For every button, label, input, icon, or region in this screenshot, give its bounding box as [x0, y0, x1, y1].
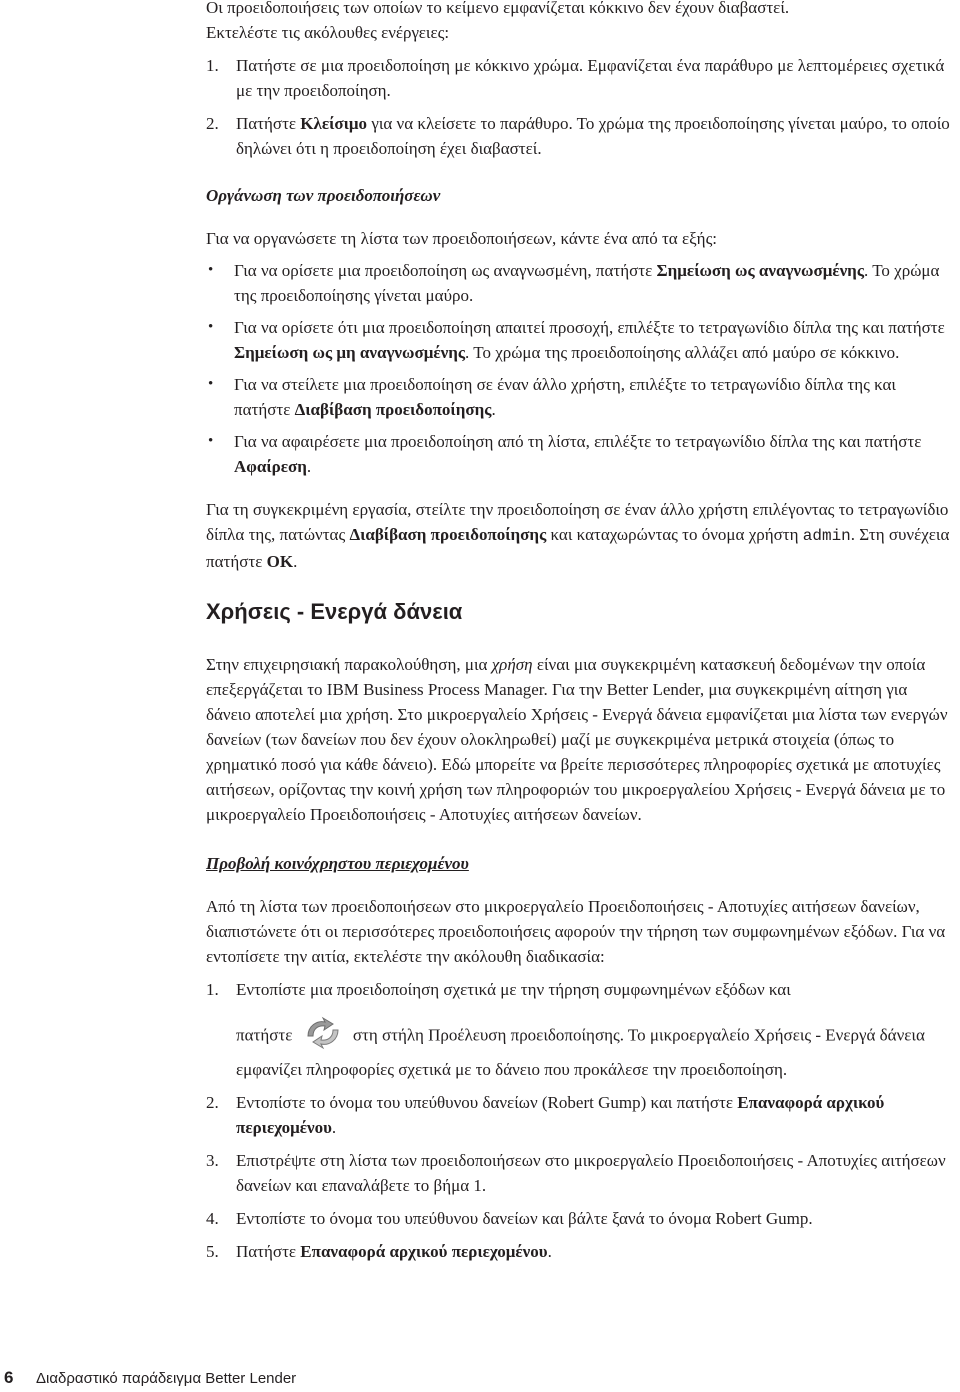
organize-bullets — [206, 258, 956, 479]
step-text: για να κλείσετε το παράθυρο. Το χρώμα της προειδοποίησης γίνεται μαύρο, το οποίο δηλώνει ότι η προειδοποίηση έχει διαβαστεί. — [236, 114, 950, 158]
step-continuation — [236, 1016, 956, 1082]
shared-steps-list — [206, 977, 956, 1264]
step-text: Επιστρέψτε στη λίστα των προειδοποιήσεων στο μικροεργαλείο Προειδοποιήσεις - Αποτυχίες αιτήσεων δανείων και επαναλάβετε το βήμα 1. — [236, 1151, 946, 1195]
bullet-icon: • — [208, 376, 214, 392]
section-heading-shared — [206, 851, 956, 876]
share-arrows-icon — [303, 1016, 343, 1057]
step-number: 5. — [206, 1242, 219, 1261]
page-number: 6 — [4, 1368, 14, 1387]
step-text: Πατήστε σε μια προειδοποίηση με κόκκινο χρώμα. Εμφανίζεται ένα παράθυρο με λεπτομέρειες σχετικά με την προειδοποίηση. — [236, 56, 945, 100]
ui-term: Αφαίρεση — [234, 457, 307, 476]
emphasis-term: χρήση — [491, 655, 533, 674]
step-text: Εντοπίστε το όνομα του υπεύθυνου δανείων και βάλτε ξανά το όνομα Robert Gump. — [236, 1209, 813, 1228]
ui-term: Σημείωση ως μη αναγνωσμένης — [234, 343, 466, 362]
list-item — [206, 1148, 956, 1198]
page-footer — [0, 1368, 960, 1392]
read-steps-list — [206, 53, 956, 161]
list-item — [206, 258, 956, 308]
step-number: 3. — [206, 1151, 219, 1170]
footer-title: Διαδραστικό παράδειγμα Better Lender — [36, 1370, 297, 1387]
bullet-text: Για να ορίσετε ότι μια προειδοποίηση απαιτεί προσοχή, επιλέξτε το τετραγωνίδιο δίπλα της και πατήστε — [234, 318, 945, 337]
intro-line-2: Εκτελέστε τις ακόλουθες ενέργειες: — [206, 23, 450, 42]
step-text: Πατήστε — [236, 1242, 301, 1261]
list-item — [206, 1206, 956, 1231]
organize-lead: Για να οργανώσετε τη λίστα των προειδοποιήσεων, κάντε ένα από τα εξής: — [206, 229, 718, 248]
step-number: 4. — [206, 1209, 219, 1228]
bullet-text: . — [306, 457, 312, 476]
step-number: 1. — [206, 980, 219, 999]
list-item — [206, 429, 956, 479]
task-text: . — [293, 552, 298, 571]
ui-term: Επαναφορά αρχικού περιεχομένου — [300, 1242, 548, 1261]
task-text: και καταχωρώντας το όνομα χρήστη — [546, 525, 803, 544]
task-paragraph — [206, 497, 956, 574]
task-text: Για τη συγκεκριμένη εργασία, στείλτε την προειδοποίηση σε έναν άλλο χρήστη επιλέγοντας το τετραγωνίδιο δίπλα της, πατώντας — [206, 500, 949, 544]
intro-paragraph — [206, 0, 956, 45]
shared-lead: Από τη λίστα των προειδοποιήσεων στο μικροεργαλείο Προειδοποιήσεις - Αποτυχίες αιτήσεων δανείων, διαπιστώνετε ότι οι περισσότερες προειδοποιήσεις αφορούν την τήρηση των συμφωνημένων εξόδων. Για να εντοπίσετε την αιτία, εκτελέστε την ακόλουθη διαδικασία: — [206, 897, 946, 966]
step-number: 2. — [206, 1093, 219, 1112]
list-item — [206, 1090, 956, 1140]
bullet-text: . Το χρώμα της προειδοποίησης γίνεται μαύρο. — [234, 261, 940, 305]
step-number: 2. — [206, 114, 219, 133]
step-text: . — [547, 1242, 552, 1261]
usage-text: Στην επιχειρησιακή παρακολούθηση, μια — [206, 655, 492, 674]
step-text: Πατήστε — [236, 114, 301, 133]
list-item — [206, 53, 956, 103]
bullet-text: Για να ορίσετε μια προειδοποίηση ως αναγνωσμένη, πατήστε — [234, 261, 657, 280]
ui-term: Κλείσιμο — [300, 114, 368, 133]
section-title-usage: Χρήσεις - Ενεργά δάνεια — [206, 599, 463, 624]
step-number: 1. — [206, 56, 219, 75]
step-text: Εντοπίστε το όνομα του υπεύθυνου δανείων (Robert Gump) και πατήστε — [236, 1093, 738, 1112]
list-item — [206, 111, 956, 161]
step-text: . — [331, 1118, 337, 1137]
section-heading-text: Προβολή κοινόχρηστου περιεχομένου — [206, 854, 469, 873]
bullet-icon: • — [208, 319, 214, 335]
username-code: admin — [802, 527, 851, 545]
task-text: . Στη συνέχεια πατήστε — [206, 525, 950, 571]
ui-term: Διαβίβαση προειδοποίησης — [349, 525, 547, 544]
list-item — [206, 977, 956, 1082]
list-item — [206, 1239, 956, 1264]
usage-paragraph — [206, 652, 956, 827]
ui-term: Διαβίβαση προειδοποίησης — [294, 400, 492, 419]
step-text: στη στήλη Προέλευση προειδοποίησης. Το μικροεργαλείο Χρήσεις - Ενεργά δάνεια εμφανίζει πληροφορίες σχετικά με το δάνειο που προκάλεσε την προειδοποίηση. — [236, 1025, 925, 1079]
section-heading-organize: Οργάνωση των προειδοποιήσεων — [206, 186, 441, 205]
ui-term: Επαναφορά αρχικού περιεχομένου — [236, 1093, 885, 1137]
list-item — [206, 372, 956, 422]
bullet-icon: • — [208, 262, 214, 278]
bullet-text: Για να στείλετε μια προειδοποίηση σε έναν άλλο χρήστη, επιλέξτε το τετραγωνίδιο δίπλα της και πατήστε — [234, 375, 896, 419]
bullet-text: Για να αφαιρέσετε μια προειδοποίηση από τη λίστα, επιλέξτε το τετραγωνίδιο δίπλα της και πατήστε — [234, 432, 922, 451]
step-text: Εντοπίστε μια προειδοποίηση σχετικά με την τήρηση συμφωνημένων εξόδων και — [236, 980, 791, 999]
step-text: πατήστε — [236, 1025, 293, 1045]
bullet-icon: • — [208, 433, 214, 449]
ui-term: Σημείωση ως αναγνωσμένης — [656, 261, 865, 280]
bullet-text: . — [491, 400, 496, 419]
bullet-text: . Το χρώμα της προειδοποίησης αλλάζει από μαύρο σε κόκκινο. — [465, 343, 900, 362]
intro-line-1: Οι προειδοποιήσεις των οποίων το κείμενο εμφανίζεται κόκκινο δεν έχουν διαβαστεί. — [206, 0, 790, 17]
usage-text: είναι μια συγκεκριμένη κατασκευή δεδομένων την οποία επεξεργάζεται το IBM Business Process Manager. Για την Better Lender, μια συγκεκριμένη αίτηση για δάνειο αποτελεί μια χρήση. Στο μικροεργαλείο Χρήσεις - Ενεργά δάνεια εμφανίζεται μια λίστα των ενεργών δανείων (των δανείων που δεν έχουν ολοκληρωθεί) μαζί με συγκεκριμένα μετρικά στοιχεία (όπως το χρηματικό ποσό για κάθε δάνειο). Εδώ μπορείτε να βρείτε περισσότερες πληροφορίες σχετικά με αποτυχίες αιτήσεων, ορίζοντας την κοινή χρήση των πληροφοριών του μικροεργαλείου Χρήσεις - Ενεργά δάνεια με το μικροεργαλείο Προειδοποιήσεις - Αποτυχίες αιτήσεων δανείων. — [206, 655, 948, 824]
document-page — [206, 0, 956, 1264]
ui-term: OK — [266, 552, 294, 571]
list-item — [206, 315, 956, 365]
